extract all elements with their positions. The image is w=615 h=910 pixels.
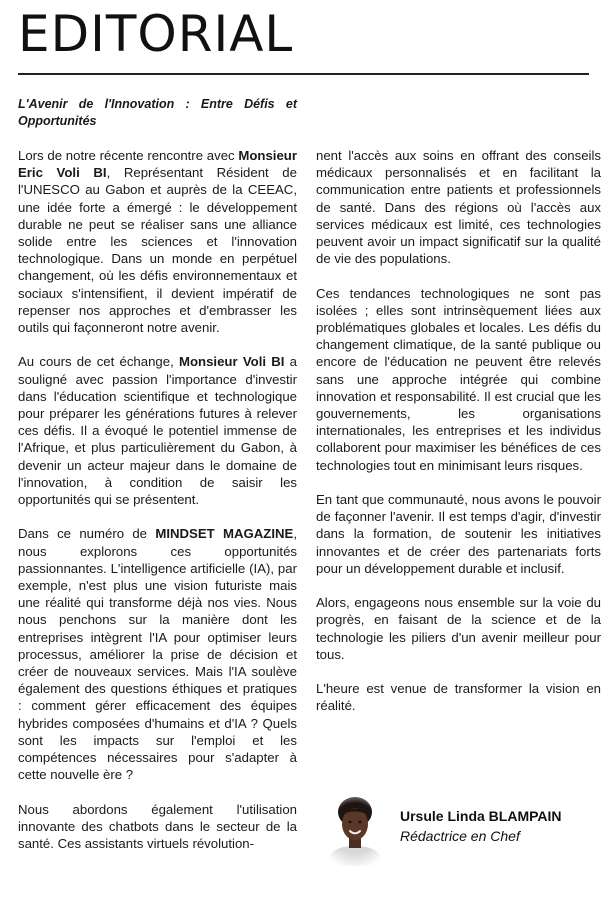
paragraph: Alors, engageons nous ensemble sur la voie du progrès, en faisant de la science et de la technologie les piliers d'un avenir meilleur pour tous. [316, 595, 601, 662]
article-subtitle: L'Avenir de l'Innovation : Entre Défis et Opportunités [18, 97, 297, 128]
author-signature [320, 790, 600, 870]
paragraph: Ces tendances technologiques ne sont pas isolées ; elles sont intrinsèquement liées aux problématiques globales et locales. Les défis du changement climatique, de la santé publique ou encore de l'éducation ne peuvent être relevés sans une approche intégrée qui combine innovation et responsabilité. Il est crucial que les gouvernements, les organisations internationales, les entreprises et les individus collaborent pour maximiser les bénéfices de ces technologies tout en minimisant leurs risques. [316, 285, 601, 473]
author-name: Ursule Linda BLAMPAIN [400, 808, 562, 824]
page-title: EDITORIAL [18, 5, 294, 63]
title-divider [18, 73, 589, 75]
left-column [18, 147, 297, 852]
paragraph: L'heure est venue de transformer la vision en réalité. [316, 681, 601, 714]
paragraph: Au cours de cet échange, Monsieur Voli BI a souligné avec passion l'importance d'investir dans l'éducation scientifique et technologique pour préparer les générations futures à relever ces défis. Il a évoqué le potentiel immense de l'Afrique, et plus particulièrement du Gabon, à devenir un acteur majeur dans le domaine de l'innovation, à condition de saisir les opportunités qui se présentent. [18, 354, 297, 508]
paragraph: En tant que communauté, nous avons le pouvoir de façonner l'avenir. Il est temps d'agir, d'investir dans la formation, de soutenir les initiatives innovantes et de créer des partenariats forts pour un développement durable et inclusif. [316, 492, 601, 576]
right-column [316, 147, 601, 715]
paragraph: Dans ce numéro de MINDSET MAGAZINE, nous explorons ces opportunités passionnantes. L'intelligence artificielle (IA), par exemple, n'est plus une vision futuriste mais une réalité qui transforme déjà nos vies. Nous nous penchons sur la manière dont les entreprises intègrent l'IA pour optimiser leurs processus, améliorer la prise de décision et créer de nouveaux services. Mais l'IA soulève également des questions éthiques et pratiques : comment gérer efficacement des équipes hybrides composées d'humains et d'IA ? Quels sont les impacts sur l'emploi et les compétences nécessaires pour s'adapter à cette nouvelle ère ? [18, 526, 297, 783]
magazine-name: MINDSET MAGAZINE [155, 526, 294, 542]
guest-name: Monsieur Voli BI [179, 354, 285, 370]
paragraph: Lors de notre récente rencontre avec Monsieur Eric Voli BI, Représentant Résident de l'UNESCO au Gabon et auprès de la CEEAC, une idée forte a émergé : le développement durable ne peut se réaliser sans une alliance solide entre les sciences et l'innovation technologique. Dans un monde en perpétuel changement, où les défis environnementaux et sociaux s'intensifient, il devient impératif de repenser nos approches et d'embrasser les outils qui façonneront notre avenir. [18, 148, 297, 336]
guest-name: Monsieur Eric Voli BI [18, 148, 297, 181]
paragraph: nent l'accès aux soins en offrant des conseils médicaux personnalisés et en facilitant la communication entre patients et professionnels de santé. Dans des régions où l'accès aux services médicaux est limité, ces technologies peuvent avoir un impact significatif sur la qualité de vie des populations. [316, 148, 601, 267]
author-role: Rédactrice en Chef [400, 828, 520, 844]
paragraph: Nous abordons également l'utilisation innovante des chatbots dans le secteur de la santé. Ces assistants virtuels révolution- [18, 801, 297, 852]
author-avatar [320, 790, 390, 866]
